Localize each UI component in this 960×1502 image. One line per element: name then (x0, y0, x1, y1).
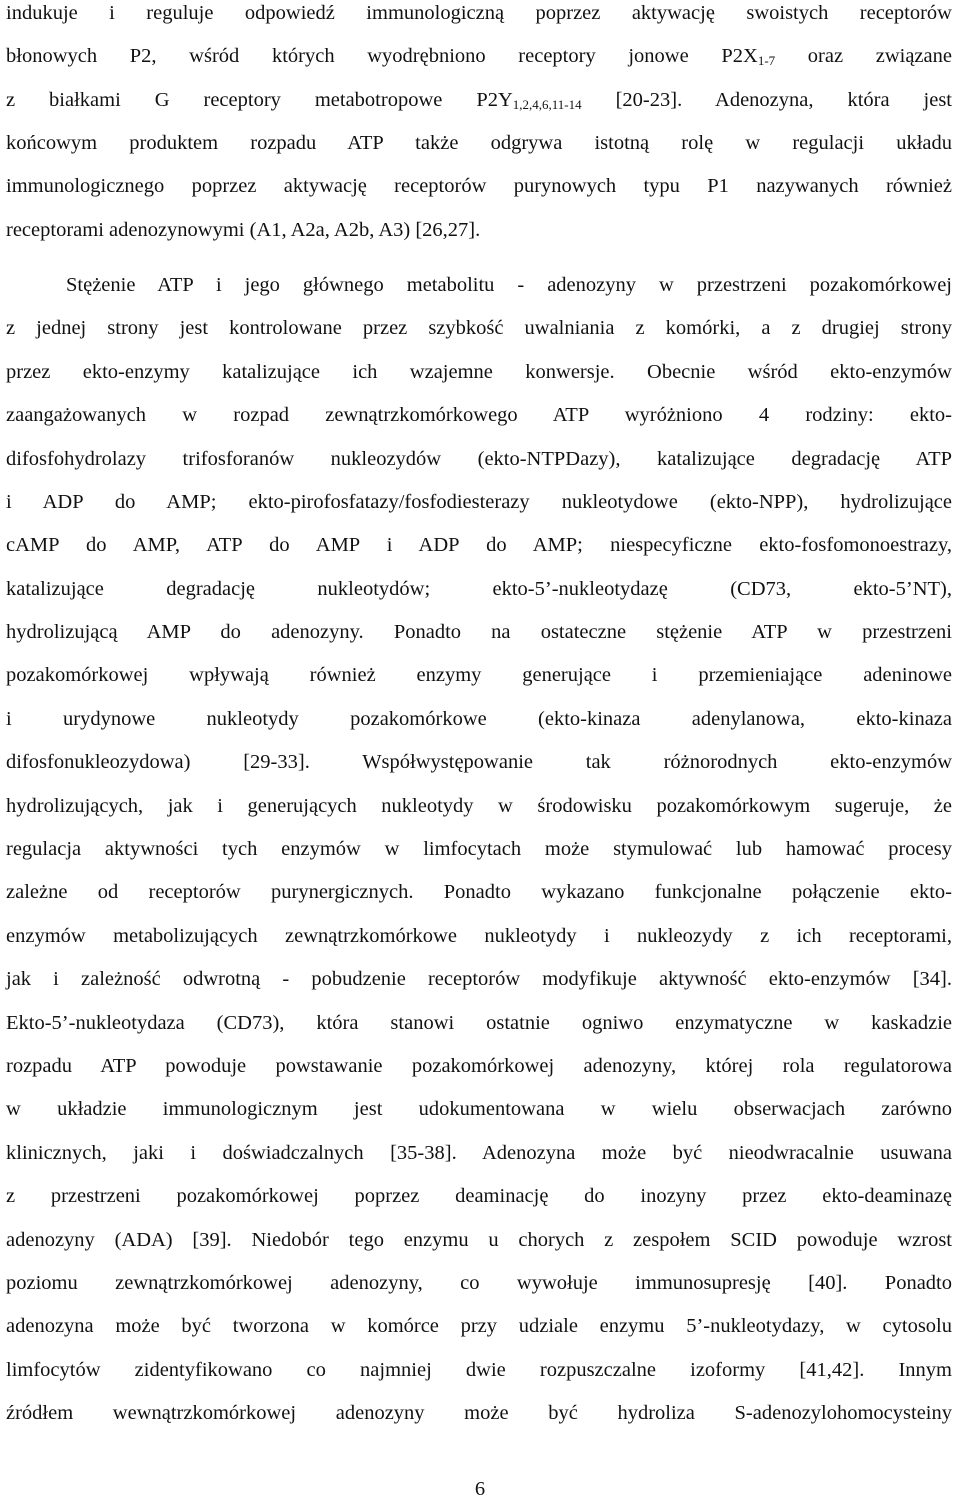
text-line (6, 1400, 952, 1426)
line-text: enzymów metabolizujących zewnątrzkomórkowe nukleotydy i nukleozydy z ich receptorami, (6, 925, 952, 947)
line-text: przez ekto-enzymy katalizujące ich wzajemne konwersje. Obecnie wśród ekto-enzymów (6, 361, 952, 383)
line-text: adenozyna może być tworzona w komórce przy udziale enzymu 5’-nukleotydazy, w cytosolu (6, 1315, 952, 1337)
text-line (6, 879, 952, 905)
line-text: zależne od receptorów purynergicznych. Ponadto wykazano funkcjonalne połączenie ekto- (6, 881, 952, 903)
text-line (6, 359, 952, 385)
text-line (6, 1270, 952, 1296)
text-line (6, 1357, 952, 1383)
line-text: rozpadu ATP powoduje powstawanie pozakomórkowej adenozyny, której rola regulatorowa (6, 1055, 952, 1077)
text-line (6, 793, 952, 819)
text-line (6, 532, 952, 558)
line-text: Ekto-5’-nukleotydaza (CD73), która stanowi ostatnie ogniwo enzymatyczne w kaskadzie (6, 1012, 952, 1034)
line-text: z jednej strony jest kontrolowane przez szybkość uwalniania z komórki, a z drugiej strony (6, 317, 952, 339)
line-text: z przestrzeni pozakomórkowej poprzez deaminację do inozyny przez ekto-deaminazę (6, 1185, 952, 1207)
line-text: regulacja aktywności tych enzymów w limfocytach może stymulować lub hamować procesy (6, 838, 952, 860)
line-text: Stężenie ATP i jego głównego metabolitu - adenozyny w przestrzeni pozakomórkowej (66, 274, 952, 296)
text-line (6, 1140, 952, 1166)
text-line (6, 0, 952, 26)
line-text: i ADP do AMP; ekto-pirofosfatazy/fosfodiesterazy nukleotydowe (ekto-NPP), hydrolizujące (6, 491, 952, 513)
text-line (6, 1053, 952, 1079)
line-text: cAMP do AMP, ATP do AMP i ADP do AMP; niespecyficzne ekto-fosfomonoestrazy, (6, 534, 952, 556)
line-text: z białkami G receptory metabotropowe P2Y (6, 89, 513, 111)
text-line (6, 662, 952, 688)
line-text: hydrolizującą AMP do adenozyny. Ponadto na ostateczne stężenie ATP w przestrzeni (6, 621, 952, 643)
line-text: receptorami adenozynowymi (A1, A2a, A2b, A3) [26,27]. (6, 219, 481, 241)
text-line (6, 706, 952, 732)
line-text: zaangażowanych w rozpad zewnątrzkomórkowego ATP wyróżniono 4 rodziny: ekto- (6, 404, 952, 426)
line-text: poziomu zewnątrzkomórkowej adenozyny, co wywołuje immunosupresję [40]. Ponadto (6, 1272, 952, 1294)
line-text: adenozyny (ADA) [39]. Niedobór tego enzymu u chorych z zespołem SCID powoduje wzrost (6, 1229, 952, 1251)
text-line (6, 130, 952, 156)
text-line (6, 1227, 952, 1253)
line-text: katalizujące degradację nukleotydów; ekto-5’-nukleotydazę (CD73, ekto-5’NT), (6, 578, 952, 600)
text-line (6, 966, 952, 992)
text-line (6, 43, 952, 69)
text-line (6, 1183, 952, 1209)
subscript: 1-7 (757, 53, 776, 68)
text-line (6, 446, 952, 472)
line-text: jak i zależność odwrotną - pobudzenie receptorów modyfikuje aktywność ekto-enzymów [34]. (6, 968, 952, 990)
text-line (6, 576, 952, 602)
line-text: klinicznych, jaki i doświadczalnych [35-38]. Adenozyna może być nieodwracalnie usuwana (6, 1142, 952, 1164)
line-text: hydrolizujących, jak i generujących nukleotydy w środowisku pozakomórkowym sugeruje, że (6, 795, 952, 817)
line-text: pozakomórkowej wpływają również enzymy generujące i przemieniające adeninowe (6, 664, 952, 686)
text-line (6, 217, 952, 243)
text-line (6, 315, 952, 341)
line-text: i urydynowe nukleotydy pozakomórkowe (ekto-kinaza adenylanowa, ekto-kinaza (6, 708, 952, 730)
text-line (66, 272, 952, 298)
page-number: 6 (474, 1478, 486, 1500)
line-text: immunologicznego poprzez aktywację receptorów purynowych typu P1 nazywanych również (6, 175, 952, 197)
text-line (6, 1010, 952, 1036)
text-line (6, 836, 952, 862)
line-text: indukuje i reguluje odpowiedź immunologiczną poprzez aktywację swoistych receptorów (6, 2, 952, 24)
line-text: oraz związane (775, 45, 952, 67)
text-line (6, 87, 952, 113)
text-line (6, 1313, 952, 1339)
line-text: difosfonukleozydowa) [29-33]. Współwystępowanie tak różnorodnych ekto-enzymów (6, 751, 952, 773)
text-line (6, 749, 952, 775)
line-text: limfocytów zidentyfikowano co najmniej dwie rozpuszczalne izoformy [41,42]. Innym (6, 1359, 952, 1381)
line-text: końcowym produktem rozpadu ATP także odgrywa istotną rolę w regulacji układu (6, 132, 952, 154)
text-line (6, 402, 952, 428)
line-text: [20-23]. Adenozyna, która jest (581, 89, 952, 111)
line-text: źródłem wewnątrzkomórkowej adenozyny może być hydroliza S-adenozylohomocysteiny (6, 1402, 952, 1424)
text-line (6, 923, 952, 949)
text-line (6, 1096, 952, 1122)
line-text: błonowych P2, wśród których wyodrębniono receptory jonowe P2X (6, 45, 758, 67)
line-text: difosfohydrolazy trifosforanów nukleozydów (ekto-NTPDazy), katalizujące degradację ATP (6, 448, 952, 470)
subscript: 1,2,4,6,11-14 (512, 97, 582, 112)
text-line (6, 619, 952, 645)
line-text: w układzie immunologicznym jest udokumentowana w wielu obserwacjach zarówno (6, 1098, 952, 1120)
text-line (6, 489, 952, 515)
text-line (6, 173, 952, 199)
